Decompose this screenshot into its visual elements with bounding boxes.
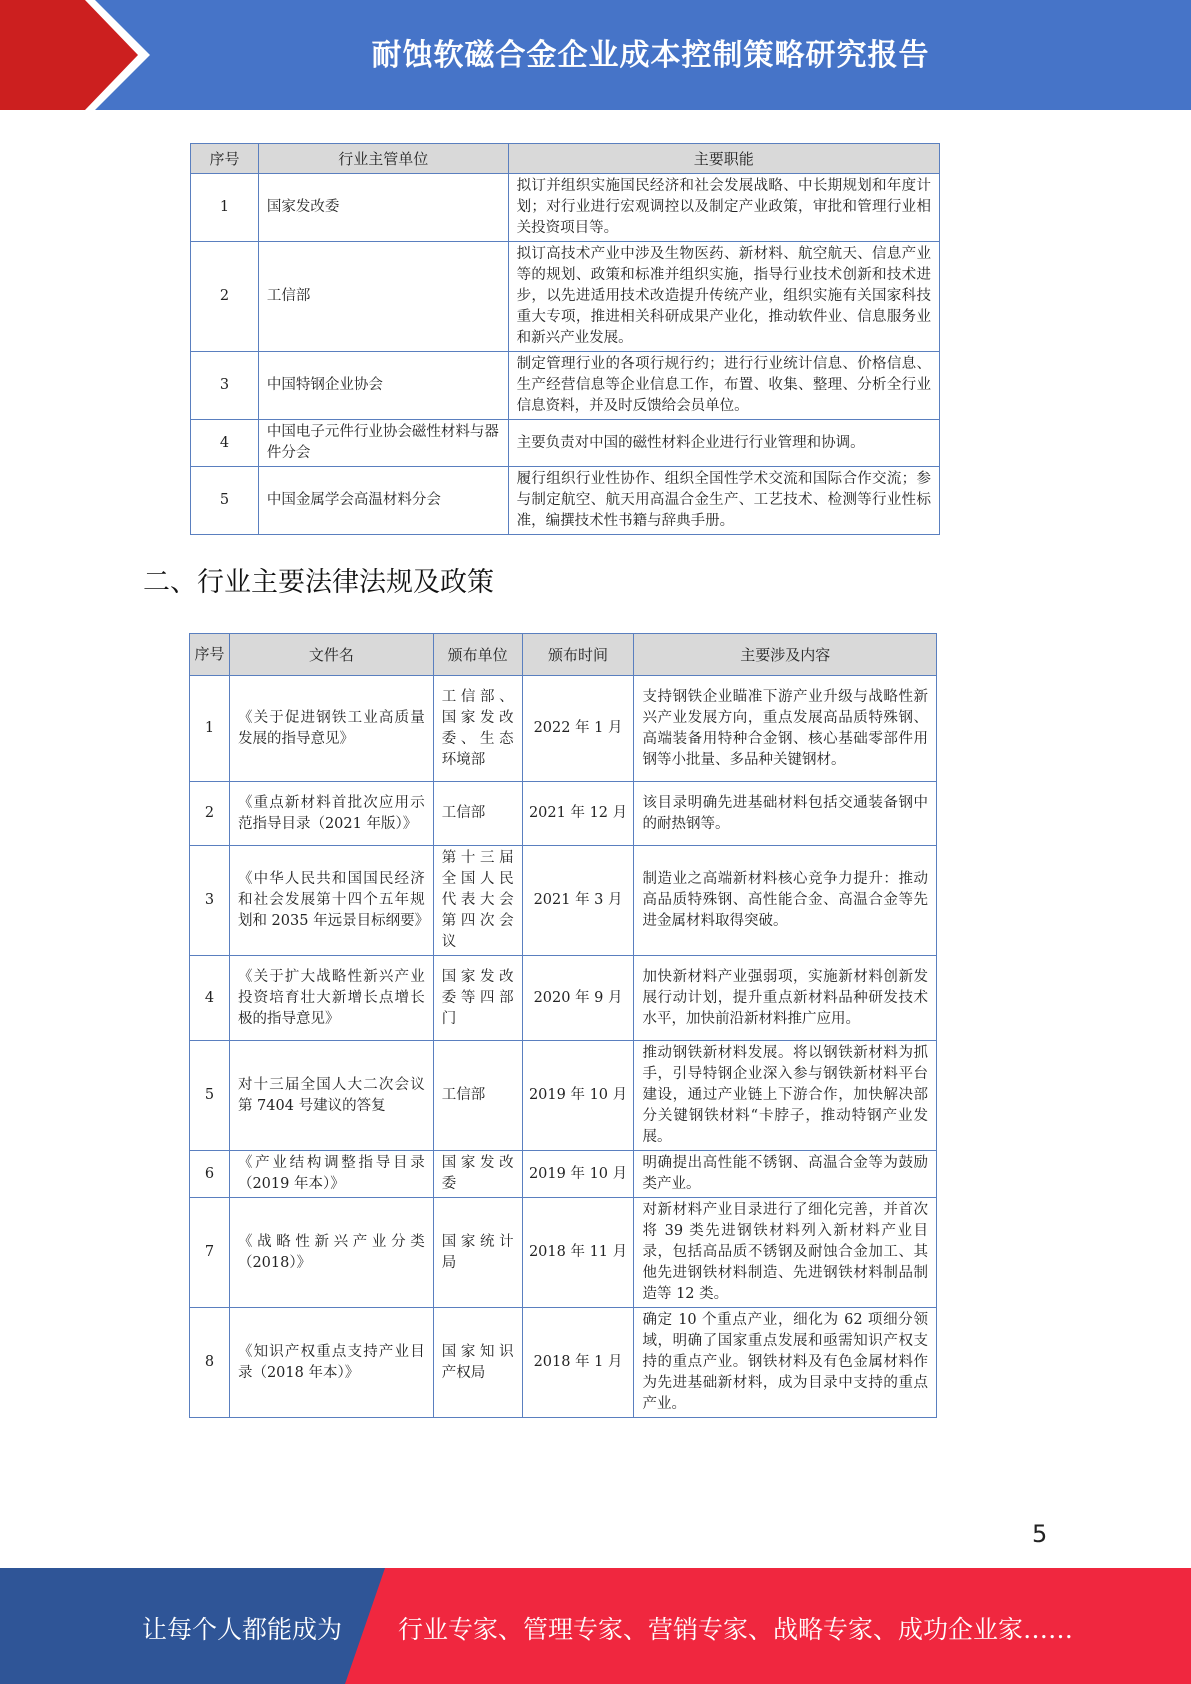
regulator-duty: 拟订并组织实施国民经济和社会发展战略、中长期规划和年度计划；对行业进行宏观调控以及制定产业政策，审批和管理行业相关投资项目等。 [508, 174, 939, 242]
issuer: 工信部 [433, 782, 522, 846]
footer-slogan-left: 让每个人都能成为 [142, 1615, 343, 1644]
issue-date: 2021 年 3 月 [522, 846, 634, 956]
regulator-name: 工信部 [258, 242, 508, 352]
row-number: 5 [191, 467, 259, 535]
issuer: 国家统计局 [433, 1198, 522, 1308]
policy-content: 制造业之高端新材料核心竞争力提升：推动高品质特殊钢、高性能合金、高温合金等先进金属材料取得突破。 [634, 846, 937, 956]
table-row [191, 242, 940, 352]
table-row [190, 956, 937, 1041]
table-row [190, 676, 937, 782]
issuer: 工信部 [433, 1041, 522, 1151]
policy-content: 对新材料产业目录进行了细化完善，并首次将 39 类先进钢铁材料列入新材料产业目录，包括高品质不锈钢及耐蚀合金加工、其他先进钢铁材料制造、先进钢铁材料制品制造等 12 类。 [634, 1198, 937, 1308]
row-number: 1 [191, 174, 259, 242]
row-number: 8 [190, 1308, 230, 1418]
header-cell: 行业主管单位 [258, 144, 508, 174]
footer-banner [0, 1568, 1191, 1684]
row-number: 4 [191, 420, 259, 467]
document-name: 《知识产权重点支持产业目录（2018 年本）》 [229, 1308, 433, 1418]
row-number: 3 [190, 846, 230, 956]
table-row [190, 846, 937, 956]
policy-content: 加快新材料产业强弱项，实施新材料创新发展行动计划，提升重点新材料品种研发技术水平，加快前沿新材料推广应用。 [634, 956, 937, 1041]
table-row [191, 467, 940, 535]
document-name: 《重点新材料首批次应用示范指导目录（2021 年版）》 [229, 782, 433, 846]
issuer: 国家发改委 [433, 1151, 522, 1198]
issue-date: 2020 年 9 月 [522, 956, 634, 1041]
issue-date: 2019 年 10 月 [522, 1151, 634, 1198]
regulator-name: 中国电子元件行业协会磁性材料与器件分会 [258, 420, 508, 467]
table-row [190, 1198, 937, 1308]
footer-slogan-right: 行业专家、管理专家、营销专家、战略专家、成功企业家…… [398, 1615, 1074, 1644]
row-number: 4 [190, 956, 230, 1041]
regulator-duty: 主要负责对中国的磁性材料企业进行行业管理和协调。 [508, 420, 939, 467]
issuer: 国家知识产权局 [433, 1308, 522, 1418]
header-cell: 主要涉及内容 [634, 634, 937, 676]
header-cell: 颁布单位 [433, 634, 522, 676]
regulator-duty: 拟订高技术产业中涉及生物医药、新材料、航空航天、信息产业等的规划、政策和标准并组织实施，指导行业技术创新和技术进步，以先进适用技术改造提升传统产业，组织实施有关国家科技重大专项，推进相关科研成果产业化，推动软件业、信息服务业和新兴产业发展。 [508, 242, 939, 352]
header-banner [0, 0, 1191, 110]
header-cell: 文件名 [229, 634, 433, 676]
table-row [190, 1041, 937, 1151]
issue-date: 2021 年 12 月 [522, 782, 634, 846]
table-row [190, 782, 937, 846]
policy-table [189, 633, 937, 1418]
page-number: 5 [1032, 1520, 1048, 1548]
table-header-row [191, 144, 940, 174]
policy-content: 确定 10 个重点产业，细化为 62 项细分领域，明确了国家重点发展和亟需知识产权支持的重点产业。钢铁材料及有色金属材料作为先进基础新材料，成为目录中支持的重点产业。 [634, 1308, 937, 1418]
issue-date: 2018 年 11 月 [522, 1198, 634, 1308]
document-name: 《关于扩大战略性新兴产业投资培育壮大新增长点增长极的指导意见》 [229, 956, 433, 1041]
header-cell: 序号 [190, 634, 230, 676]
row-number: 3 [191, 352, 259, 420]
issue-date: 2022 年 1 月 [522, 676, 634, 782]
document-name: 《关于促进钢铁工业高质量发展的指导意见》 [229, 676, 433, 782]
regulator-duty: 制定管理行业的各项行规行约；进行行业统计信息、价格信息、生产经营信息等企业信息工作，布置、收集、整理、分析全行业信息资料，并及时反馈给会员单位。 [508, 352, 939, 420]
table-row [190, 1308, 937, 1418]
regulator-table [190, 143, 940, 535]
document-name: 《战略性新兴产业分类（2018）》 [229, 1198, 433, 1308]
regulator-name: 国家发改委 [258, 174, 508, 242]
table-row [190, 1151, 937, 1198]
row-number: 1 [190, 676, 230, 782]
issuer: 国家发改委等四部门 [433, 956, 522, 1041]
issuer: 第十三届全国人民代表大会第四次会议 [433, 846, 522, 956]
issue-date: 2018 年 1 月 [522, 1308, 634, 1418]
regulator-name: 中国特钢企业协会 [258, 352, 508, 420]
document-name: 《中华人民共和国国民经济和社会发展第十四个五年规划和 2035 年远景目标纲要》 [229, 846, 433, 956]
table-row [191, 174, 940, 242]
row-number: 7 [190, 1198, 230, 1308]
header-cell: 主要职能 [508, 144, 939, 174]
row-number: 2 [191, 242, 259, 352]
regulator-name: 中国金属学会高温材料分会 [258, 467, 508, 535]
document-name: 对十三届全国人大二次会议第 7404 号建议的答复 [229, 1041, 433, 1151]
document-name: 《产业结构调整指导目录（2019 年本）》 [229, 1151, 433, 1198]
issuer: 工信部、国家发改委、生态环境部 [433, 676, 522, 782]
header-title: 耐蚀软磁合金企业成本控制策略研究报告 [371, 38, 930, 73]
section-title: 二、行业主要法律法规及政策 [143, 567, 494, 598]
policy-content: 推动钢铁新材料发展。将以钢铁新材料为抓手，引导特钢企业深入参与钢铁新材料平台建设，通过产业链上下游合作，加快解决部分关键钢铁材料“卡脖子，推动特钢产业发展。 [634, 1041, 937, 1151]
table-row [191, 352, 940, 420]
policy-content: 支持钢铁企业瞄准下游产业升级与战略性新兴产业发展方向，重点发展高品质特殊钢、高端装备用特种合金钢、核心基础零部件用钢等小批量、多品种关键钢材。 [634, 676, 937, 782]
row-number: 6 [190, 1151, 230, 1198]
row-number: 2 [190, 782, 230, 846]
policy-content: 明确提出高性能不锈钢、高温合金等为鼓励类产业。 [634, 1151, 937, 1198]
row-number: 5 [190, 1041, 230, 1151]
policy-content: 该目录明确先进基础材料包括交通装备钢中的耐热钢等。 [634, 782, 937, 846]
header-cell: 序号 [191, 144, 259, 174]
table-header-row [190, 634, 937, 676]
header-cell: 颁布时间 [522, 634, 634, 676]
issue-date: 2019 年 10 月 [522, 1041, 634, 1151]
regulator-duty: 履行组织行业性协作、组织全国性学术交流和国际合作交流；参与制定航空、航天用高温合金生产、工艺技术、检测等行业性标准，编撰技术性书籍与辞典手册。 [508, 467, 939, 535]
table-row [191, 420, 940, 467]
